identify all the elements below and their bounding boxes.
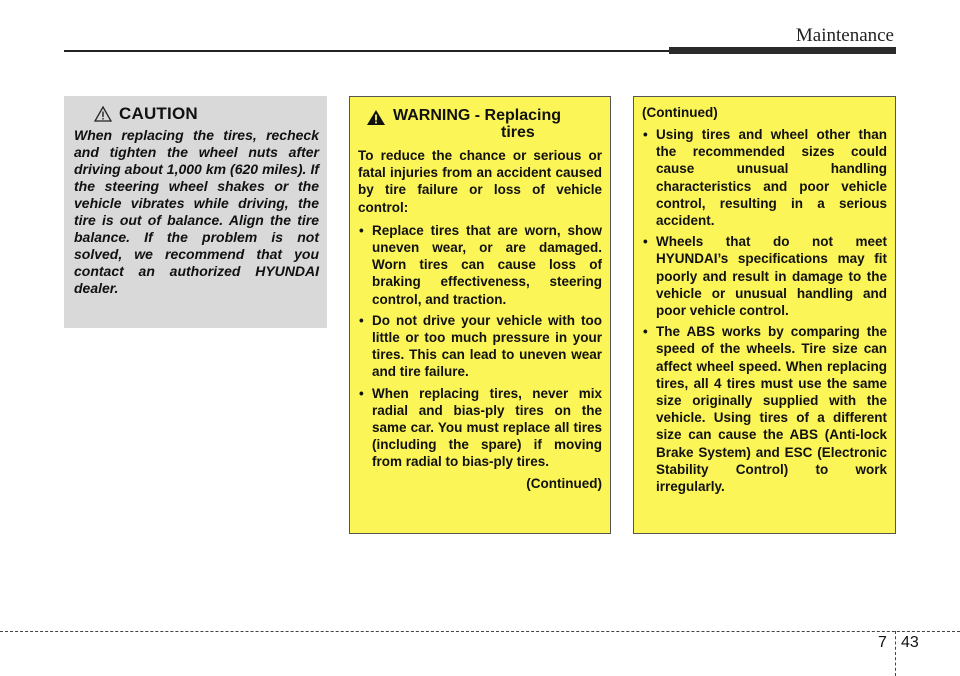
section-title: Maintenance (795, 25, 894, 46)
caution-box (64, 96, 327, 328)
warning-header (358, 107, 602, 141)
chapter-number: 7 (878, 634, 887, 651)
warning-intro: To reduce the chance or serious or fatal injuries from an accident caused by tire failure or loss of vehicle control: (358, 148, 602, 215)
warning-cont-bullet: • The ABS works by comparing the speed of the wheels. Tire size can affect wheel speed. When replacing tires, all 4 tires must use the same size originally supplied with the vehicle. Using tires of a different size can cause the ABS (Anti-lock Brake System) and ESC (Electronic Stability Control) to work irregularly. (642, 323, 887, 495)
warning-cont-label: (Continued) (642, 105, 718, 120)
warning-box (349, 96, 611, 534)
warning-bullet: • Replace tires that are worn, show uneven wear, or are damaged. Worn tires can cause loss of braking effectiveness, steering control, and traction. (358, 222, 602, 308)
warning-bullet-list (358, 222, 602, 471)
warning-bullet: • When replacing tires, never mix radial and bias-ply tires on the same car. You must replace all tires (including the spare) if moving from radial to bias-ply tires. (358, 385, 602, 471)
warning-bullet: • Do not drive your vehicle with too little or too much pressure in your tires. This can lead to uneven wear and tire failure. (358, 312, 602, 381)
warning-title-line2: tires (501, 124, 535, 141)
warning-title (393, 107, 561, 141)
caution-triangle-icon (94, 106, 112, 122)
footer-rule (0, 631, 960, 632)
warning-title-line1: WARNING - Replacing (393, 107, 562, 124)
header-rule-thin (64, 50, 669, 52)
caution-body: When replacing the tires, recheck and tighten the wheel nuts after driving about 1,000 km (620 miles). If the steering wheel shakes or the vehicle vibrates while driving, the tire is out of balance. Align the tire balance. If the problem is not solved, we recommend that you contact an authorized HYUNDAI dealer. (74, 127, 319, 296)
warning-cont-bullet-list (642, 126, 887, 495)
warning-cont-bullet: • Wheels that do not meet HYUNDAI’s specifications may fit poorly and result in damage to the vehicle or unusual handling and poor vehicle control. (642, 233, 887, 319)
warning-continued-box (633, 96, 896, 534)
page-number: 43 (901, 634, 919, 651)
caution-title: CAUTION (119, 104, 198, 123)
footer-divider (895, 631, 896, 676)
warning-continued-label: (Continued) (526, 475, 602, 491)
warning-triangle-icon (366, 109, 386, 126)
warning-cont-bullet: • Using tires and wheel other than the recommended sizes could cause unusual handling characteristics and poor vehicle control, resulting in a serious accident. (642, 126, 887, 229)
caution-header (74, 104, 319, 124)
header-rule-thick (669, 47, 896, 54)
